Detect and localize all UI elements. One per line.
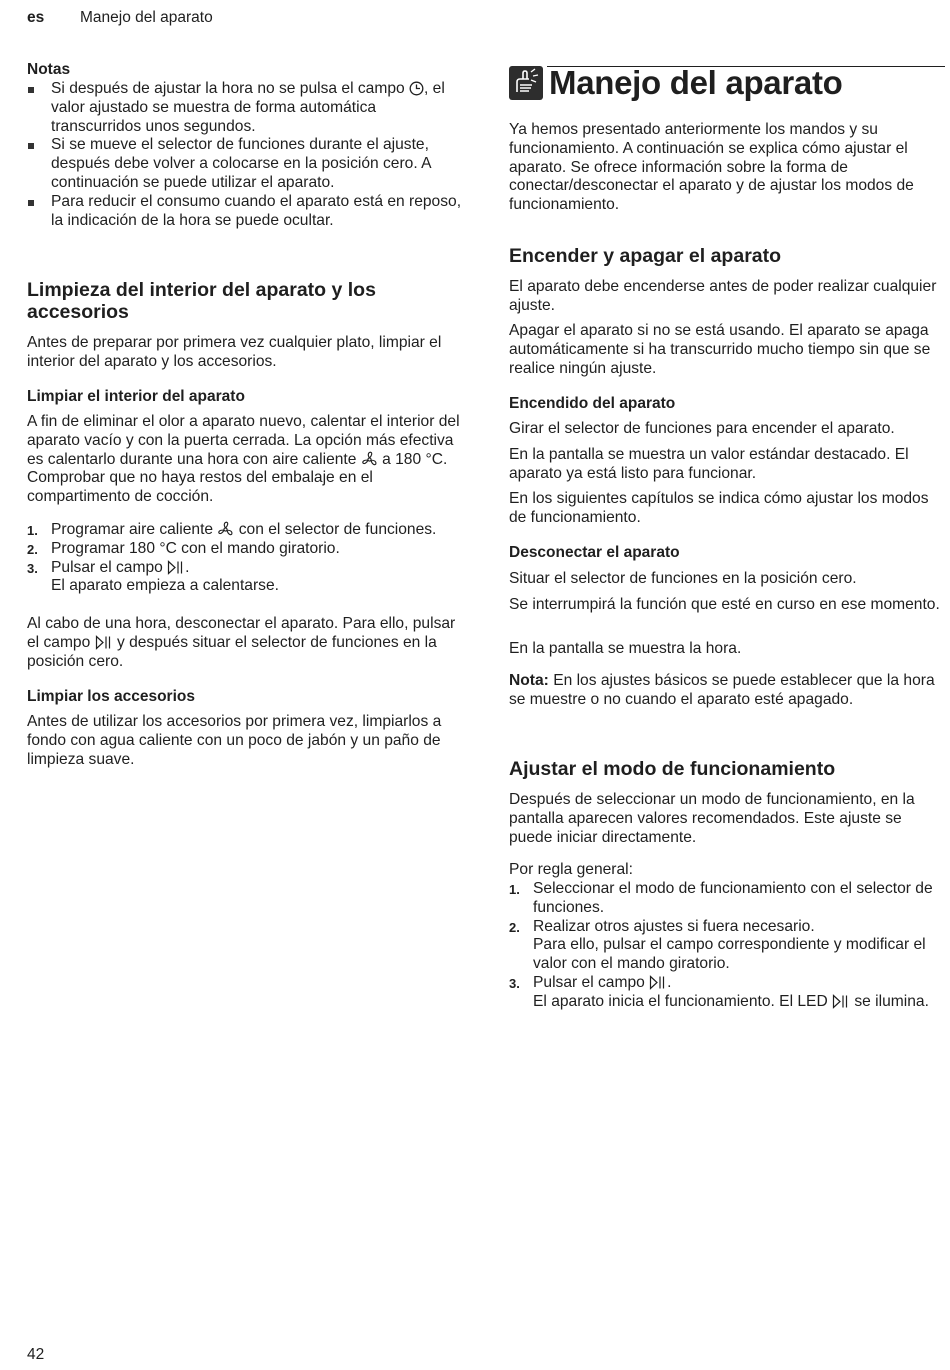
note-text: , el valor ajustado se muestra de forma automática transcurridos unos segundos. <box>51 80 445 135</box>
start-stop-icon <box>832 994 850 1009</box>
hand-operation-icon-svg <box>509 66 543 100</box>
list-item <box>27 559 467 597</box>
paragraph-text: Al cabo de una hora, desconectar el aparato. Para ello, pulsar el campo <box>27 615 456 651</box>
note-paragraph <box>509 672 945 710</box>
step-number: 2. <box>27 541 38 557</box>
step-number: 1. <box>27 523 38 538</box>
list-item <box>509 974 945 1012</box>
steps-list <box>27 521 467 596</box>
paragraph: En los siguientes capítulos se indica cómo ajustar los modos de funcionamiento. <box>509 490 929 526</box>
paragraph <box>27 413 467 507</box>
list-item <box>27 540 467 559</box>
steps-list <box>509 880 945 1012</box>
paragraph-text: y después situar el selector de funciones en la posición cero. <box>27 633 437 670</box>
page-header <box>27 9 213 28</box>
paragraph: Por regla general: <box>509 861 633 878</box>
subsection-heading: Limpiar los accesorios <box>27 688 195 705</box>
section-heading: Ajustar el modo de funcionamiento <box>509 758 836 780</box>
language-code: es <box>27 9 45 26</box>
paragraph: Antes de utilizar los accesorios por primera vez, limpiarlos a fondo con agua caliente con un poco de jabón y un paño de limpieza suave. <box>27 713 442 768</box>
step-text: . <box>667 973 672 991</box>
step-result: se ilumina. <box>850 992 929 1010</box>
step-number: 3. <box>27 560 38 576</box>
step-number: 3. <box>509 975 520 991</box>
note-label: Nota: <box>509 672 549 689</box>
paragraph: Girar el selector de funciones para encender el aparato. <box>509 420 895 437</box>
paragraph: En la pantalla se muestra un valor estándar destacado. El aparato ya está listo para funcionar. <box>509 446 909 482</box>
section-heading: Encender y apagar el aparato <box>509 245 782 267</box>
paragraph: Situar el selector de funciones en la posición cero. <box>509 570 857 587</box>
page-title: Manejo del aparato <box>549 64 843 101</box>
fan-icon <box>361 451 378 467</box>
step-number: 1. <box>509 882 520 897</box>
paragraph: El aparato debe encenderse antes de poder realizar cualquier ajuste. <box>509 278 937 314</box>
subsection-heading: Limpiar el interior del aparato <box>27 388 245 405</box>
paragraph <box>27 615 467 671</box>
start-stop-icon <box>95 635 113 650</box>
paragraph: Antes de preparar por primera vez cualquier plato, limpiar el interior del aparato y los accesorios. <box>27 334 442 370</box>
section-title: Manejo del aparato <box>80 9 213 26</box>
step-text: Pulsar el campo <box>51 558 168 576</box>
notes-list <box>27 80 467 230</box>
step-result: Para ello, pulsar el campo correspondiente y modificar el valor con el mando giratorio. <box>533 936 926 973</box>
list-item: Si se mueve el selector de funciones durante el ajuste, después debe volver a colocarse en la posición cero. A continuación se puede utilizar el aparato. <box>27 136 467 192</box>
paragraph-text: A fin de eliminar el olor a aparato nuevo, calentar el interior del aparato vacío y con la puerta cerrada. La opción más efectiva es calentarlo durante una hora con aire caliente <box>27 413 460 468</box>
step-result: El aparato inicia el funcionamiento. El LED <box>533 992 833 1010</box>
subsection-heading: Encendido del aparato <box>509 395 676 412</box>
hand-operation-icon <box>509 66 543 100</box>
step-text: Pulsar el campo <box>533 973 650 991</box>
step-text: Programar aire caliente <box>51 521 218 538</box>
section-heading: Limpieza del interior del aparato y los accesorios <box>27 279 376 323</box>
list-item: Para reducir el consumo cuando el aparato está en reposo, la indicación de la hora se puede ocultar. <box>27 193 467 231</box>
clock-icon <box>409 81 424 96</box>
paragraph: Después de seleccionar un modo de funcionamiento, en la pantalla aparecen valores recomendados. Este ajuste se puede iniciar directamente. <box>509 791 915 846</box>
paragraph: En la pantalla se muestra la hora. <box>509 640 742 657</box>
note-text: En los ajustes básicos se puede establecer que la hora se muestre o no cuando el aparato esté apagado. <box>509 672 935 708</box>
note-text: Si después de ajustar la hora no se pulsa el campo <box>51 80 410 97</box>
start-stop-icon <box>649 975 667 990</box>
fan-icon <box>217 521 234 537</box>
step-text: con el selector de funciones. <box>234 521 437 538</box>
list-item <box>27 521 467 540</box>
list-item <box>27 80 467 136</box>
paragraph: Apagar el aparato si no se está usando. El aparato se apaga automáticamente si ha transcurrido mucho tiempo sin que se realice ningún ajuste. <box>509 322 931 377</box>
list-item <box>509 880 945 918</box>
paragraph-text: a 180 °C. Comprobar que no haya restos del embalaje en el compartimento de cocción. <box>27 450 448 506</box>
step-text: Realizar otros ajustes si fuera necesario. <box>533 917 815 935</box>
step-result: El aparato empieza a calentarse. <box>51 577 279 595</box>
step-text: Seleccionar el modo de funcionamiento con el selector de funciones. <box>533 880 933 916</box>
list-item <box>509 918 945 974</box>
step-text: . <box>185 558 190 576</box>
start-stop-icon <box>167 560 185 575</box>
paragraph: Se interrumpirá la función que esté en curso en ese momento. <box>509 596 940 613</box>
notes-heading: Notas <box>27 61 71 78</box>
page-number: 42 <box>27 1346 45 1363</box>
step-text: Programar 180 °C con el mando giratorio. <box>51 539 340 557</box>
paragraph: Ya hemos presentado anteriormente los mandos y su funcionamiento. A continuación se explica cómo ajustar el aparato. Se ofrece información sobre la forma de conectar/desconectar el aparato y de ajustar los modos de funcionamiento. <box>509 121 914 214</box>
subsection-heading: Desconectar el aparato <box>509 544 680 561</box>
step-number: 2. <box>509 919 520 935</box>
